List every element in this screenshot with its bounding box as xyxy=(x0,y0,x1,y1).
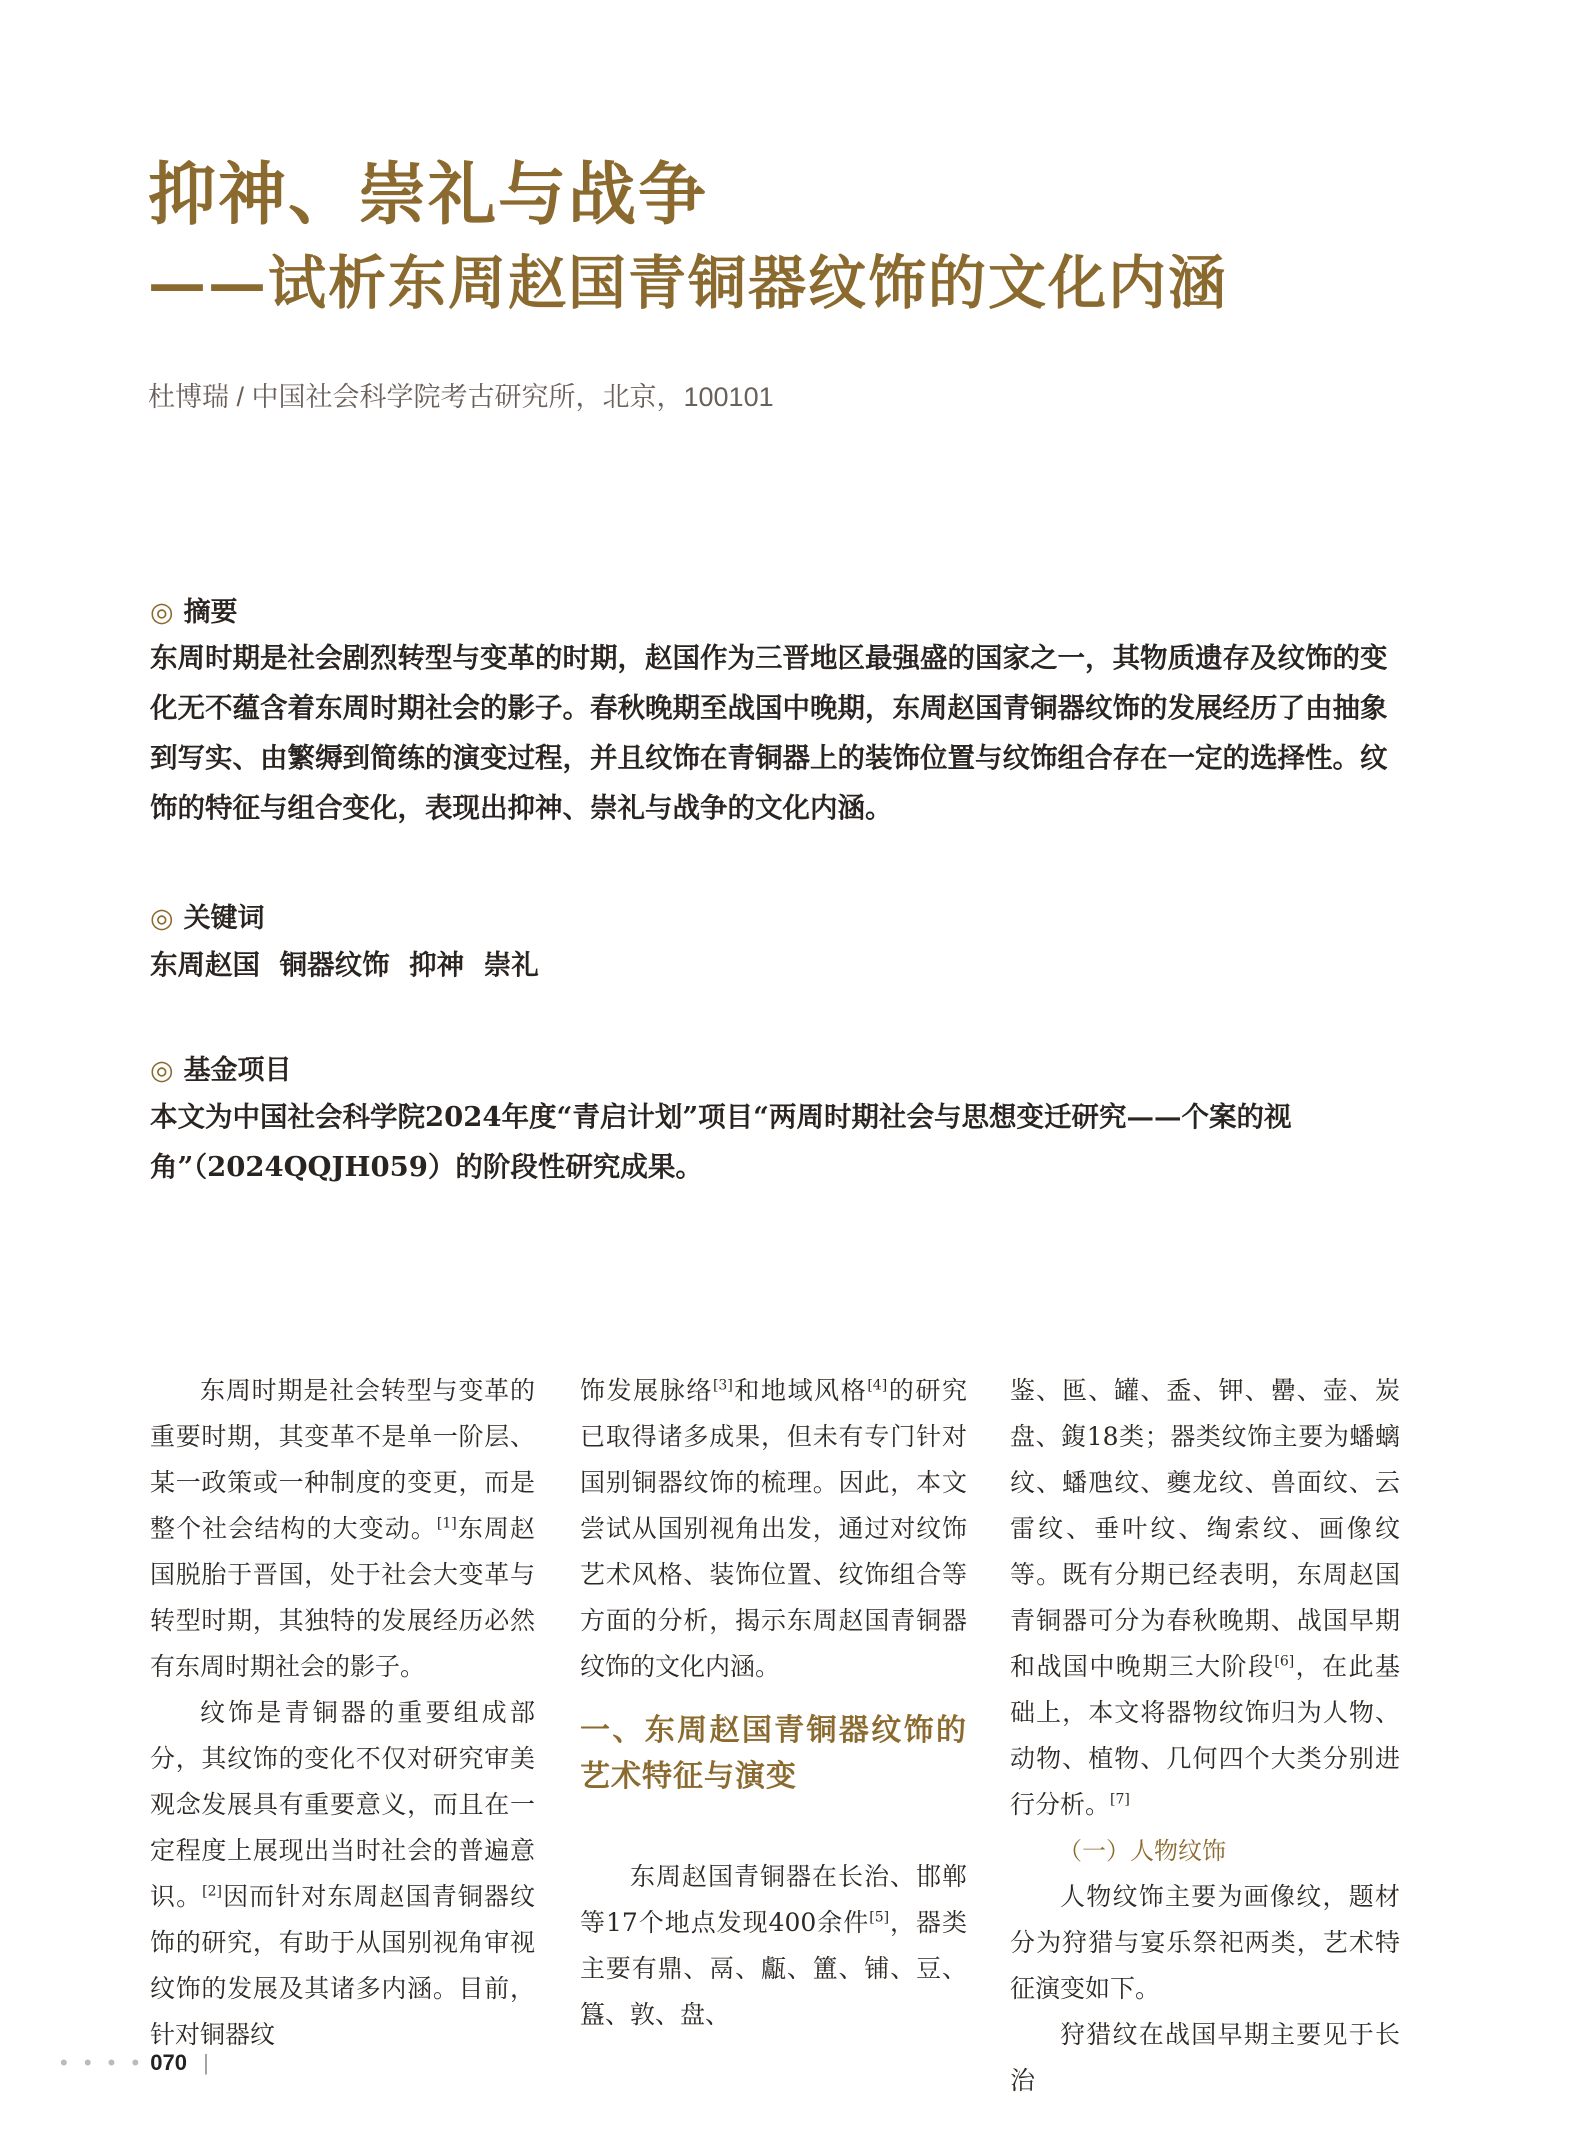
circle-bullet-icon: ◎ xyxy=(150,903,174,934)
body-column-1 xyxy=(150,1368,535,2058)
section-heading: 一、东周赵国青铜器纹饰的艺术特征与演变 xyxy=(580,1713,967,1794)
fund-heading xyxy=(150,1048,292,1087)
paragraph: 鉴、匜、罐、盉、钾、罍、壶、炭盘、鍑18类；器类纹饰主要为蟠螭纹、蟠虺纹、夔龙纹、兽面纹、云雷纹、垂叶纹、绹索纹、画像纹等。既有分期已经表明，东周赵国青铜器可分为春秋晚期、战国早期和战国中晚期三大阶段[6]，在此基础上，本文将器物纹饰归为人物、动物、植物、几何四个大类分别进行分析。[7] xyxy=(1010,1376,1400,1819)
page-footer xyxy=(60,2050,209,2076)
abstract-text: 东周时期是社会剧烈转型与变革的时期，赵国作为三晋地区最强盛的国家之一，其物质遗存及纹饰的变化无不蕴含着东周时期社会的影子。春秋晚期至战国中晚期，东周赵国青铜器纹饰的发展经历了由抽象到写实、由繁缛到简练的演变过程，并且纹饰在青铜器上的装饰位置与纹饰组合存在一定的选择性。纹饰的特征与组合变化，表现出抑神、崇礼与战争的文化内涵。 xyxy=(150,642,1388,824)
author-affiliation: 杜博瑞 / 中国社会科学院考古研究所，北京，100101 xyxy=(148,382,774,412)
body-column-3 xyxy=(1010,1368,1400,2104)
body-column-2 xyxy=(580,1368,967,2038)
citation-ref[interactable]: [4] xyxy=(867,1377,888,1394)
citation-ref[interactable]: [1] xyxy=(436,1515,457,1532)
paragraph: 东周时期是社会转型与变革的重要时期，其变革不是单一阶层、某一政策或一种制度的变更，而是整个社会结构的大变动。[1]东周赵国脱胎于晋国，处于社会大变革与转型时期，其独特的发展经历必然有东周时期社会的影子。 xyxy=(150,1376,535,1681)
keywords-heading xyxy=(150,896,265,935)
citation-ref[interactable]: [3] xyxy=(712,1377,733,1394)
citation-ref[interactable]: [7] xyxy=(1110,1791,1130,1808)
page-number: 070 xyxy=(150,2050,187,2075)
citation-ref[interactable]: [5] xyxy=(869,1909,890,1926)
circle-bullet-icon: ◎ xyxy=(150,1055,174,1086)
keywords-text: 东周赵国 铜器纹饰 抑神 崇礼 xyxy=(150,949,539,981)
citation-ref[interactable]: [6] xyxy=(1274,1653,1295,1670)
footer-dots: • • • • xyxy=(60,2050,145,2075)
paragraph: 东周赵国青铜器在长治、邯郸等17个地点发现400余件[5]，器类主要有鼎、鬲、甗、簠、铺、豆、簋、敦、盘、 xyxy=(580,1862,967,2029)
keywords-heading-label: 关键词 xyxy=(183,903,265,934)
abstract-heading-label: 摘要 xyxy=(183,597,238,628)
paragraph: 饰发展脉络[3]和地域风格[4]的研究已取得诸多成果，但未有专门针对国别铜器纹饰的梳理。因此，本文尝试从国别视角出发，通过对纹饰艺术风格、装饰位置、纹饰组合等方面的分析，揭示东周赵国青铜器纹饰的文化内涵。 xyxy=(580,1376,967,1681)
paragraph: 狩猎纹在战国早期主要见于长治 xyxy=(1010,2020,1400,2095)
circle-bullet-icon: ◎ xyxy=(150,597,174,628)
citation-ref[interactable]: [2] xyxy=(202,1883,223,1900)
fund-text: 本文为中国社会科学院2024年度“青启计划”项目“两周时期社会与思想变迁研究——个案的视角”（2024QQJH059）的阶段性研究成果。 xyxy=(150,1101,1292,1183)
article-subtitle: ——试析东周赵国青铜器纹饰的文化内涵 xyxy=(148,249,1229,317)
article-title: 抑神、崇礼与战争 xyxy=(148,155,709,235)
abstract-heading xyxy=(150,590,238,629)
footer-separator: | xyxy=(203,2050,209,2075)
paragraph: 人物纹饰主要为画像纹，题材分为狩猎与宴乐祭祀两类，艺术特征演变如下。 xyxy=(1010,1882,1400,2003)
paragraph: 纹饰是青铜器的重要组成部分，其纹饰的变化不仅对研究审美观念发展具有重要意义，而且在一定程度上展现出当时社会的普遍意识。[2]因而针对东周赵国青铜器纹饰的研究，有助于从国别视角审视纹饰的发展及其诸多内涵。目前，针对铜器纹 xyxy=(150,1698,535,2049)
fund-heading-label: 基金项目 xyxy=(183,1055,292,1086)
subsection-heading: （一）人物纹饰 xyxy=(1058,1837,1226,1865)
